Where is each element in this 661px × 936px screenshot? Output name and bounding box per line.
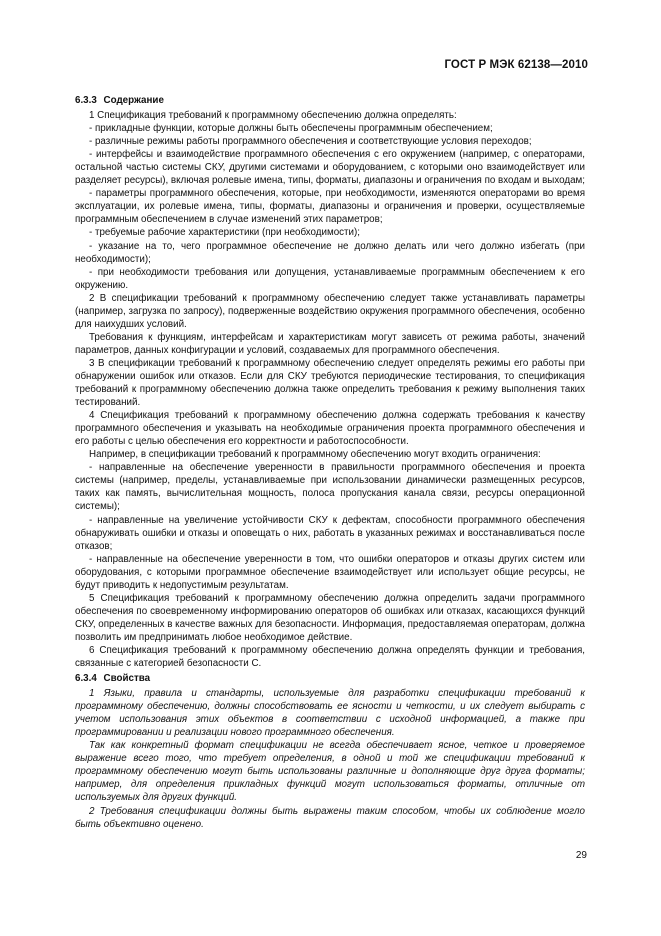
list-item: - прикладные функции, которые должны быть обеспечены программным обеспечением; xyxy=(89,123,493,135)
note-paragraph: 1 Языки, правила и стандарты, используемые для разработки спецификации требований к программному обеспечению, должны способствовать ее ясности и четкости, и их следует выбирать с учетом использования этих объектов в соответствии с исходной информацией, а также при программировании и реализации нового программного обеспечения. xyxy=(75,688,585,739)
list-item: - направленные на обеспечение уверенности в том, что ошибки операторов и отказы других систем или оборудования, с которыми программное обеспечение взаимодействует или использует общие ресурсы, не будут приводить к недопустимым результатам. xyxy=(75,553,585,591)
section-heading-634 xyxy=(75,672,585,685)
list-item: - параметры программного обеспечения, которые, при необходимости, изменяются операторами во время эксплуатации, их ролевые имена, типы, форматы, диапазоны и ограничения и проверки, осуществляемые программным обеспечением в случае изменений этих параметров; xyxy=(75,188,585,226)
list-item: - направленные на увеличение устойчивости СКУ к дефектам, способности программного обеспечения обнаруживать ошибки и отказы и оповещать о них, работать в указанных режимах и восстанавливаться после отказов; xyxy=(75,514,585,552)
paragraph: 4 Спецификация требований к программному обеспечению должна содержать требования к качеству программного обеспечения и указывать на необходимые ограничения проекта программного обеспечения и его работы с целью обеспечения его корректности и работоспособности. xyxy=(75,410,585,448)
paragraph: 6 Спецификация требований к программному обеспечению должна определять функции и требования, связанные с категорией безопасности С. xyxy=(75,644,585,670)
paragraph: Требования к функциям, интерфейсам и характеристикам могут зависеть от режима работы, значений параметров, данных конфигурации и условий, создаваемых для программного обеспечения. xyxy=(75,331,585,356)
list-item: - указание на то, чего программное обеспечение не должно делать или чего должно избегать (при необходимости); xyxy=(75,240,585,265)
paragraph: 2 В спецификации требований к программному обеспечению следует также устанавливать параметры (например, загрузка по запросу), подверженные воздействию окружения программного обеспечения, особенно для наихудших условий. xyxy=(75,292,585,330)
list-item: - при необходимости требования или допущения, устанавливаемые программным обеспечением к его окружению. xyxy=(75,266,585,291)
section-number: 6.3.3 xyxy=(75,95,97,106)
page-number: 29 xyxy=(575,850,587,861)
paragraph: 3 В спецификации требований к программному обеспечению следует определять режимы его работы при обнаружении ошибок или отказов. Если для СКУ требуются периодические тестирования, то спецификация требований к программному обеспечению должна также определить требования к режиму выполнения таких тестирований. xyxy=(75,357,585,409)
note-paragraph: 2 Требования спецификации должны быть выражены таким способом, чтобы их соблюдение могло быть объективно оценено. xyxy=(75,805,585,830)
section-title: Содержание xyxy=(103,95,164,106)
list-item: - требуемые рабочие характеристики (при необходимости); xyxy=(89,227,360,239)
list-item: - интерфейсы и взаимодействие программного обеспечения с его окружением (например, с операторами, остальной частью системы СКУ, другими системами и оборудованием, с которыми оно взаимодействует или разделяет ресурсы), включая ролевые имена, типы, форматы, диапазоны и ограничения по входам и выходам; xyxy=(75,149,585,187)
section-number: 6.3.4 xyxy=(75,673,97,685)
paragraph: 1 Спецификация требований к программному обеспечению должна определять: xyxy=(89,110,457,122)
list-item: - различные режимы работы программного обеспечения и соответствующие условия переходов; xyxy=(89,136,532,148)
page-body xyxy=(75,94,585,831)
list-item: - направленные на обеспечение уверенности в правильности программного обеспечения и проекта системы (например, пределы, устанавливаемые при использовании динамически размещенных ресурсов, таких как память, вычислительная мощность, полоса пропускания канала связи, ресурсы операционной системы); xyxy=(75,462,585,513)
document-header: ГОСТ Р МЭК 62138—2010 xyxy=(444,59,588,71)
paragraph: Например, в спецификации требований к программному обеспечению могут входить ограничения: xyxy=(89,449,541,461)
paragraph: 5 Спецификация требований к программному обеспечению должна определить задачи программного обеспечения по своевременному информированию операторов об ошибках или отказах, касающихся функций СКУ, определенных в качестве важных для безопасности. Информация, предоставляемая операторам, должна позволить им предпринимать любое необходимое действие. xyxy=(75,592,585,643)
section-title: Свойства xyxy=(103,673,151,685)
note-paragraph: Так как конкретный формат спецификации не всегда обеспечивает ясное, четкое и проверяемое выражение всего того, что требует определения, в одной и той же спецификации требований к программному обеспечению могут быть использованы различные и дополняющие друг друга форматы; например, для определения прикладных функций могут использоваться форматы, отличные от используемых для других функций. xyxy=(75,740,585,804)
section-heading-633 xyxy=(75,94,585,107)
